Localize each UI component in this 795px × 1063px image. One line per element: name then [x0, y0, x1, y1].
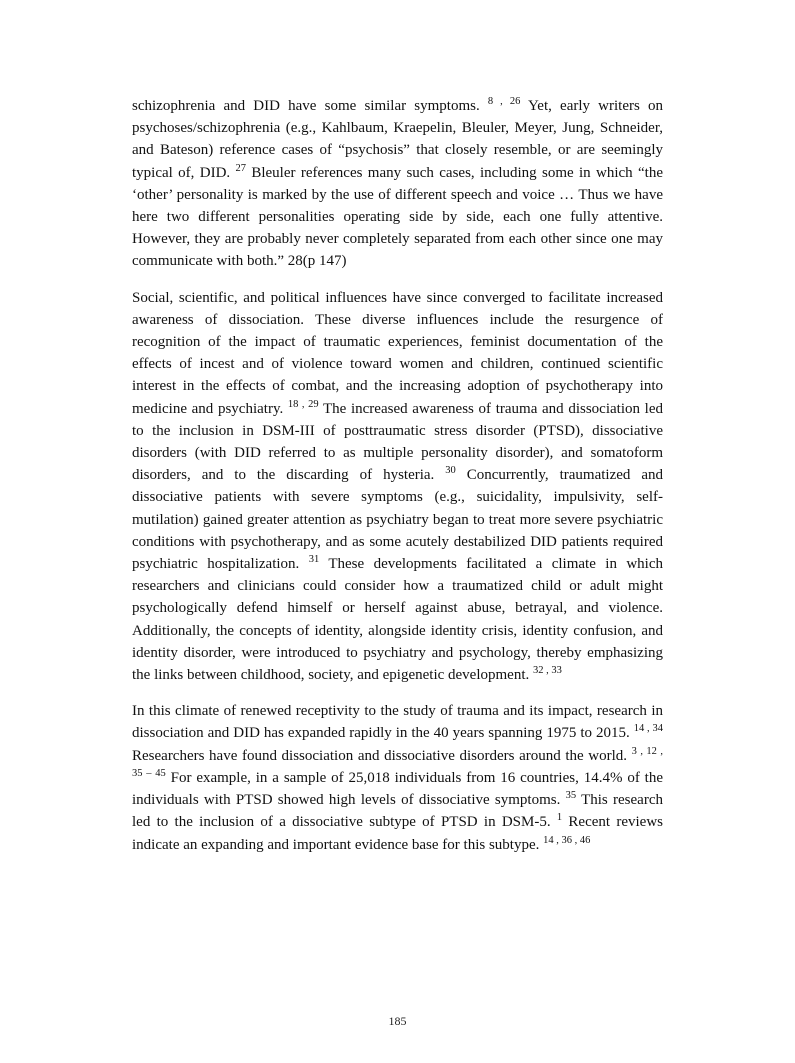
citation-superscript: 14 , 34 — [633, 723, 664, 735]
citation-superscript: 3 , 12 , 35 – 45 — [132, 745, 664, 779]
text-segment: Yet, early writers on psychoses/schizophrenia (e.g., Kahlbaum, Kraepelin, Bleuler, Meyer, Jung, Schneider, and Bateson) reference cases of “psychosis” that closely resemble, or are seemingly typical of, DID. — [132, 98, 664, 181]
page-number: 185 — [388, 1014, 407, 1028]
body-text — [132, 95, 663, 870]
citation-superscript: 1 — [556, 812, 563, 824]
paragraph-1 — [132, 95, 663, 273]
citation-superscript: 30 — [445, 465, 456, 477]
text-segment: These developments facilitated a climate in which researchers and clinicians could consider how a traumatized child or adult might psychologically defend himself or herself against abuse, betrayal, and violence. Additionally, the concepts of identity, alongside identity crisis, identity confusion, and identity disorder, were introduced to psychiatry and psychology, thereby emphasizing the links between childhood, society, and epigenetic development. — [132, 556, 664, 684]
citation-superscript: 32 , 33 — [533, 665, 562, 677]
paragraph-3 — [132, 700, 663, 855]
text-segment: In this climate of renewed receptivity to the study of trauma and its impact, research in dissociation and DID has expanded rapidly in the 40 years spanning 1975 to 2015. — [132, 703, 663, 742]
text-segment: Researchers have found dissociation and dissociative disorders around the world. — [132, 747, 632, 764]
citation-superscript: 27 — [235, 162, 246, 174]
text-segment: Recent reviews indicate an expanding and important evidence base for this subtype. — [132, 814, 663, 853]
text-segment: Concurrently, traumatized and dissociative patients with severe symptoms (e.g., suicidality, impulsivity, self-mutilation) gained greater attention as psychiatry began to treat more severe psychiatric conditions with psychotherapy, and as some acutely destabilized DID patients required psychiatric hospitalization. — [132, 467, 663, 573]
paragraph-2 — [132, 287, 663, 687]
text-segment: The increased awareness of trauma and dissociation led to the inclusion in DSM-III of posttraumatic stress disorder (PTSD), dissociative disorders (with DID referred to as multiple personality disorder), and somatoform disorders, and to the discarding of hysteria. — [132, 400, 663, 484]
citation-superscript: 14 , 36 , 46 — [543, 834, 591, 846]
text-segment: This research led to the inclusion of a dissociative subtype of PTSD in DSM-5. — [132, 792, 663, 831]
text-segment: Bleuler references many such cases, including some in which “the ‘other’ personality is marked by the use of different speech and voice … Thus we have here two different personalities operating side by side, each one fully attentive. However, they are probably never completely separated from each other since one may communicate with both.” 28(p 147) — [132, 164, 663, 270]
citation-superscript: 8 , 26 — [487, 96, 521, 107]
citation-superscript: 35 — [565, 790, 577, 802]
text-segment: schizophrenia and DID have some similar symptoms. — [132, 98, 488, 114]
text-segment: For example, in a sample of 25,018 individuals from 16 countries, 14.4% of the individuals with PTSD showed high levels of dissociative symptoms. — [132, 769, 664, 809]
citation-superscript: 31 — [308, 554, 320, 566]
text-segment: Social, scientific, and political influences have since converged to facilitate increased awareness of dissociation. These diverse influences include the resurgence of recognition of the impact of traumatic experiences, feminist documentation of the effects of incest and of violence toward women and children, continued scientific interest in the effects of combat, and the increasing adoption of psychotherapy into medicine and psychiatry. — [132, 289, 663, 417]
citation-superscript: 18 , 29 — [287, 398, 319, 410]
